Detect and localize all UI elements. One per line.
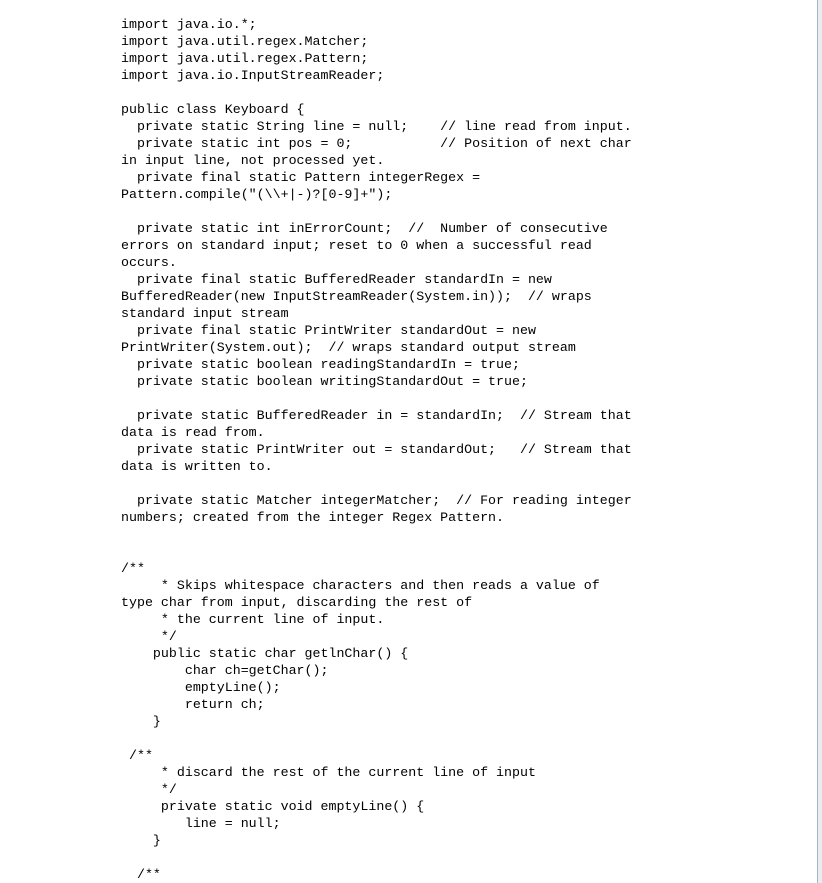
code-line: [121, 730, 632, 747]
code-line: */: [121, 782, 177, 797]
code-line: * discard the rest of the current line of input: [121, 765, 536, 780]
code-line: emptyLine();: [121, 680, 281, 695]
code-line: numbers; created from the integer Regex Pattern.: [121, 510, 505, 525]
code-block: [121, 16, 632, 883]
code-line: [121, 390, 632, 407]
code-line: occurs.: [121, 255, 177, 270]
code-line: type char from input, discarding the rest of: [121, 595, 473, 610]
code-line: standard input stream: [121, 306, 289, 321]
code-line: in input line, not processed yet.: [121, 153, 385, 168]
code-line: /**: [121, 867, 161, 882]
code-line: [121, 849, 632, 866]
code-line: [121, 475, 632, 492]
code-line: private static void emptyLine() {: [121, 799, 425, 814]
code-line: /**: [121, 748, 153, 763]
code-line: /**: [121, 561, 145, 576]
code-line: * the current line of input.: [121, 612, 385, 627]
code-line: private final static PrintWriter standardOut = new: [121, 323, 536, 338]
code-line: [121, 526, 632, 543]
code-line: [121, 543, 632, 560]
code-line: private final static Pattern integerRegex =: [121, 170, 481, 185]
code-line: [121, 84, 632, 101]
code-line: private final static BufferedReader standardIn = new: [121, 272, 552, 287]
code-line: import java.io.*;: [121, 17, 257, 32]
code-line: }: [121, 833, 161, 848]
code-line: char ch=getChar();: [121, 663, 329, 678]
code-line: private static int pos = 0; // Position of next char: [121, 136, 632, 151]
code-line: private static String line = null; // line read from input.: [121, 119, 632, 134]
code-line: data is read from.: [121, 425, 265, 440]
code-line: return ch;: [121, 697, 265, 712]
code-line: private static int inErrorCount; // Number of consecutive: [121, 221, 608, 236]
code-line: data is written to.: [121, 459, 273, 474]
code-line: line = null;: [121, 816, 281, 831]
code-line: Pattern.compile("(\\+|-)?[0-9]+");: [121, 187, 393, 202]
code-line: import java.util.regex.Pattern;: [121, 51, 369, 66]
code-line: errors on standard input; reset to 0 when a successful read: [121, 238, 592, 253]
code-line: private static boolean writingStandardOut = true;: [121, 374, 528, 389]
code-line: import java.util.regex.Matcher;: [121, 34, 369, 49]
code-line: BufferedReader(new InputStreamReader(System.in)); // wraps: [121, 289, 592, 304]
code-line: public static char getlnChar() {: [121, 646, 409, 661]
code-line: public class Keyboard {: [121, 102, 305, 117]
code-line: private static BufferedReader in = standardIn; // Stream that: [121, 408, 632, 423]
code-line: [121, 203, 632, 220]
code-line: */: [121, 629, 177, 644]
code-line: }: [121, 714, 161, 729]
code-line: private static boolean readingStandardIn = true;: [121, 357, 520, 372]
code-line: private static PrintWriter out = standardOut; // Stream that: [121, 442, 632, 457]
code-line: import java.io.InputStreamReader;: [121, 68, 385, 83]
code-line: private static Matcher integerMatcher; // For reading integer: [121, 493, 632, 508]
scrollbar-track[interactable]: [818, 0, 822, 883]
code-line: PrintWriter(System.out); // wraps standard output stream: [121, 340, 576, 355]
code-line: * Skips whitespace characters and then reads a value of: [121, 578, 600, 593]
